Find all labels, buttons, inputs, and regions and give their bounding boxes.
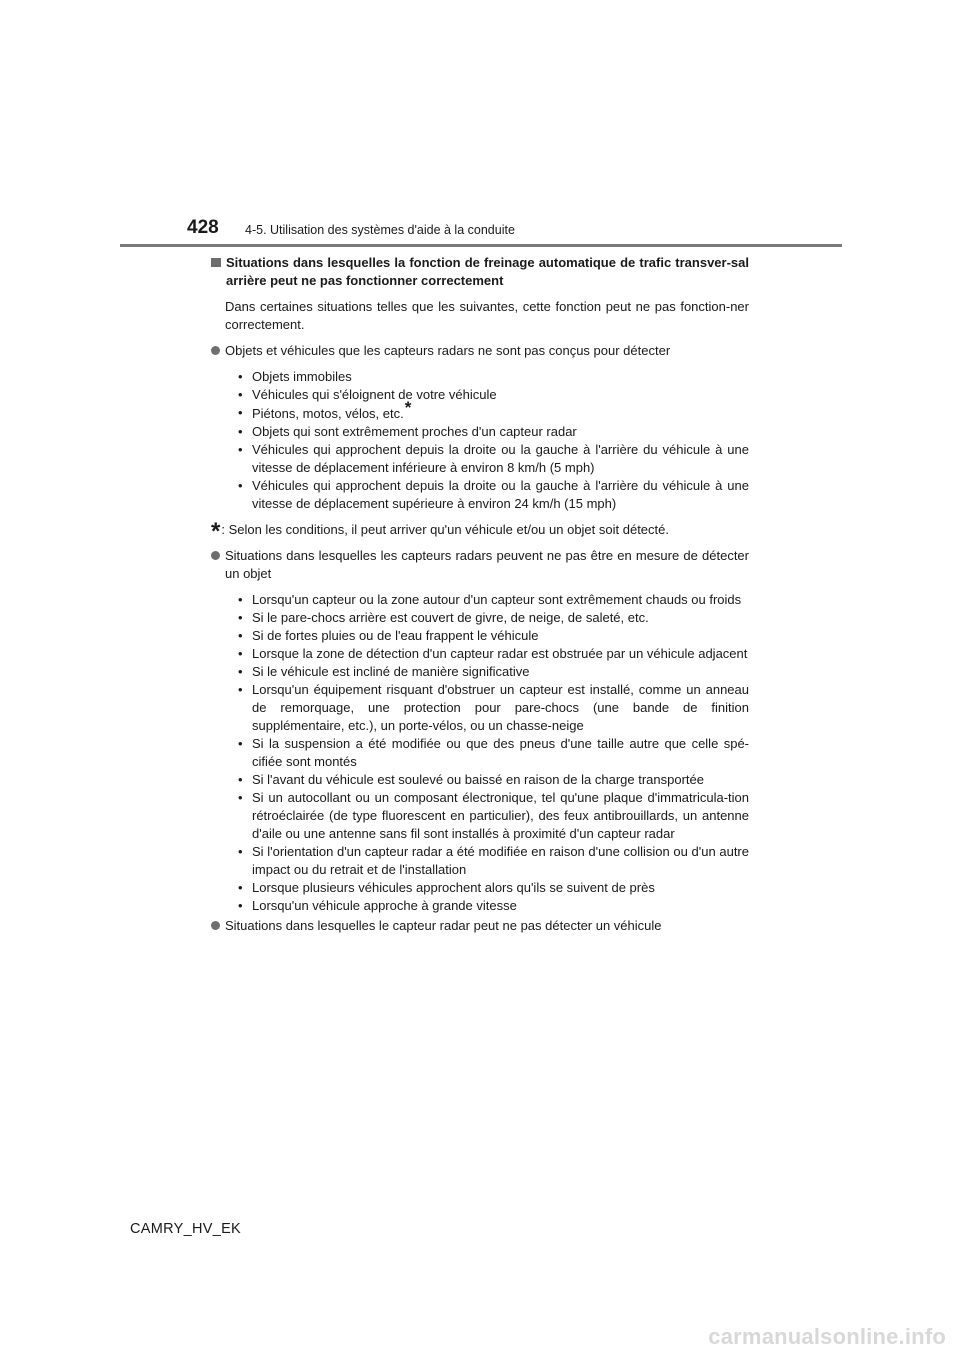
list-item-text: Lorsqu'un véhicule approche à grande vitesse — [252, 898, 517, 913]
section-heading — [211, 254, 749, 290]
page-number: 428 — [187, 217, 219, 238]
item-list — [211, 368, 749, 513]
list-item-text: Véhicules qui s'éloignent de votre véhicule — [252, 387, 497, 402]
list-item-text: Lorsque plusieurs véhicules approchent alors qu'ils se suivent de près — [252, 880, 655, 895]
list-item-text: Piétons, motos, vélos, etc. — [252, 406, 404, 421]
list-item — [211, 645, 749, 663]
group-bullet — [211, 547, 749, 583]
header-rule — [120, 244, 842, 247]
group-title: Situations dans lesquelles le capteur radar peut ne pas détecter un véhicule — [225, 918, 662, 933]
group-bullet — [211, 342, 749, 360]
list-item — [211, 423, 749, 441]
item-list — [211, 591, 749, 915]
list-item-text: Véhicules qui approchent depuis la droite ou la gauche à l'arrière du véhicule à une vitesse de déplacement inférieure à environ 8 km/h (5 mph) — [252, 442, 749, 475]
content — [211, 254, 749, 935]
list-item-text: Lorsqu'un capteur ou la zone autour d'un capteur sont extrêmement chauds ou froids — [252, 592, 742, 607]
intro-paragraph: Dans certaines situations telles que les suivantes, cette fonction peut ne pas fonction-ner correctement. — [225, 299, 749, 332]
footnote — [211, 518, 749, 545]
list-item-text: Véhicules qui approchent depuis la droite ou la gauche à l'arrière du véhicule à une vitesse de déplacement supérieure à environ 24 km/h (15 mph) — [252, 478, 749, 511]
list-item — [211, 477, 749, 513]
list-item-text: Si un autocollant ou un composant électronique, tel qu'une plaque d'immatricula-tion rétroéclairée (de type fluorescent en particulier), des feux antibrouillards, un antenne d'aile ou une antenne sans fil sont installés à proximité d'un capteur radar — [252, 790, 749, 841]
list-item — [211, 398, 749, 423]
circle-bullet-icon — [211, 346, 220, 355]
group-title: Situations dans lesquelles les capteurs radars peuvent ne pas être en mesure de détecter un objet — [225, 548, 749, 581]
list-item — [211, 771, 749, 789]
watermark: carmanualsonline.info — [708, 1324, 946, 1349]
list-item — [211, 441, 749, 477]
list-item-text: Si l'avant du véhicule est soulevé ou baissé en raison de la charge transportée — [252, 772, 704, 787]
list-item — [211, 663, 749, 681]
list-item — [211, 591, 749, 609]
list-item — [211, 789, 749, 843]
group-title: Objets et véhicules que les capteurs radars ne sont pas conçus pour détecter — [225, 343, 671, 358]
circle-bullet-icon — [211, 921, 220, 930]
list-item-text: Si la suspension a été modifiée ou que des pneus d'une taille autre que celle spé-cifiée sont montés — [252, 736, 749, 769]
list-item-text: Si l'orientation d'un capteur radar a été modifiée en raison d'une collision ou d'un autre impact ou du retrait et de l'installation — [252, 844, 749, 877]
document-code: CAMRY_HV_EK — [130, 1221, 242, 1237]
list-item-text: Si de fortes pluies ou de l'eau frappent le véhicule — [252, 628, 539, 643]
list-item-text: Objets qui sont extrêmement proches d'un capteur radar — [252, 424, 577, 439]
list-item — [211, 879, 749, 897]
list-item — [211, 386, 749, 404]
footnote-text: : Selon les conditions, il peut arriver qu'un véhicule et/ou un objet soit détecté. — [221, 522, 669, 537]
footnote-star: * — [211, 518, 221, 545]
list-item — [211, 627, 749, 645]
square-bullet-icon — [211, 258, 221, 267]
list-item — [211, 681, 749, 735]
list-item — [211, 368, 749, 386]
group-bullet — [211, 917, 749, 935]
list-item — [211, 609, 749, 627]
circle-bullet-icon — [211, 551, 220, 560]
section-title: 4-5. Utilisation des systèmes d'aide à la conduite — [245, 223, 515, 237]
list-item-text: Objets immobiles — [252, 369, 352, 384]
list-item — [211, 897, 749, 915]
list-item — [211, 735, 749, 771]
list-item-text: Si le véhicule est incliné de manière significative — [252, 664, 530, 679]
heading-text: Situations dans lesquelles la fonction de freinage automatique de trafic transver-sal arrière peut ne pas fonctionner correctement — [226, 255, 749, 288]
list-item-text: Si le pare-chocs arrière est couvert de givre, de neige, de saleté, etc. — [252, 610, 649, 625]
list-item-text: Lorsqu'un équipement risquant d'obstruer un capteur est installé, comme un anneau de remorquage, une protection pour pare-chocs (une bande de finition supplémentaire, etc.), un porte-vélos, ou un chasse-neige — [252, 682, 749, 733]
list-item-text: Lorsque la zone de détection d'un capteur radar est obstruée par un véhicule adjacent — [252, 646, 748, 661]
list-item — [211, 843, 749, 879]
footnote-marker: * — [404, 398, 412, 417]
